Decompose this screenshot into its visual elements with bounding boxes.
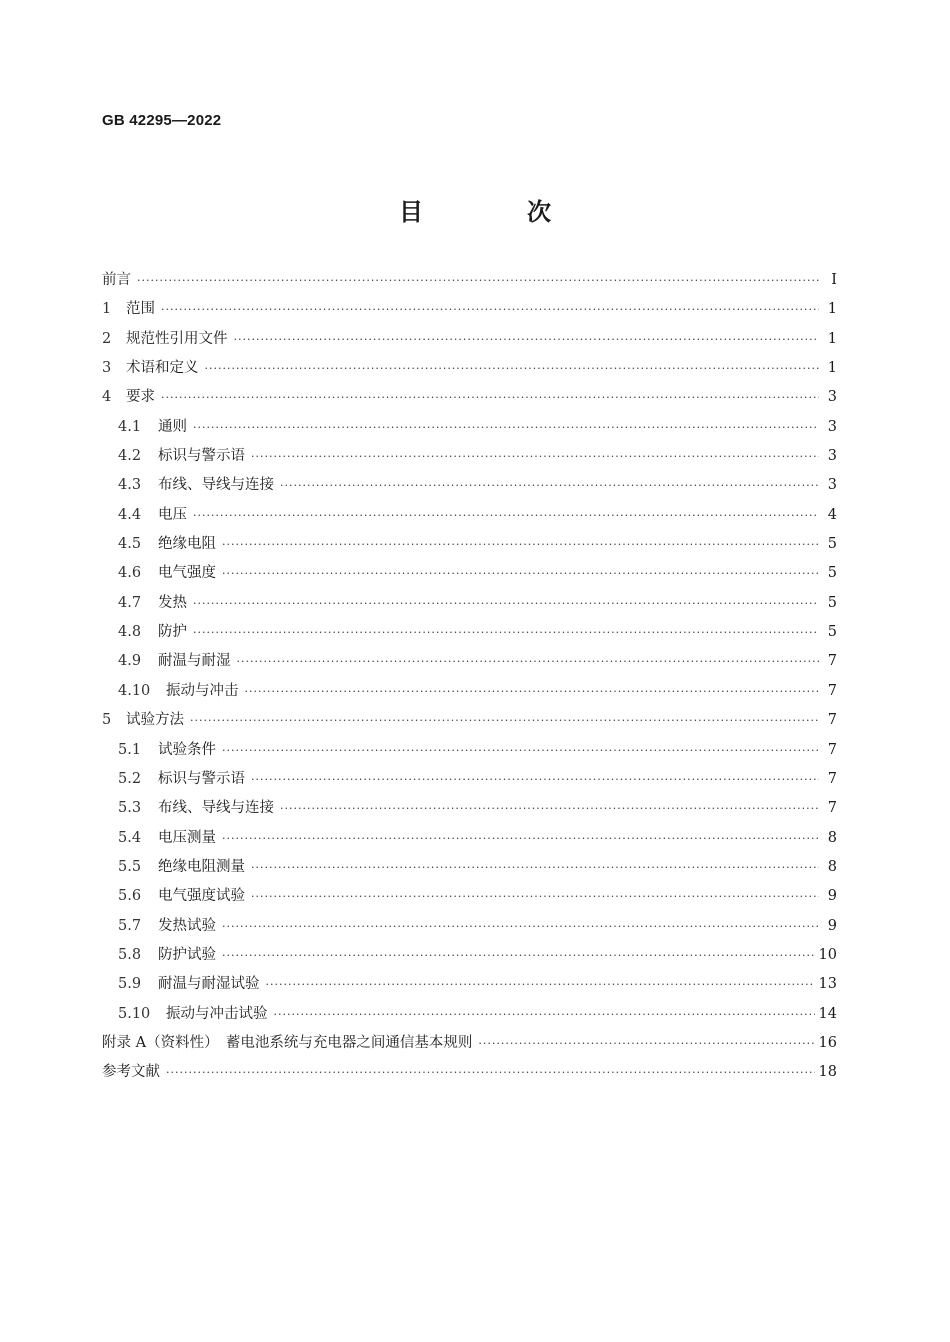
toc-entry-number: 4.1 <box>118 418 142 435</box>
toc-leader-dots <box>193 421 819 434</box>
toc-leader-dots <box>266 978 815 991</box>
toc-entry-number: 1 <box>102 301 112 318</box>
toc-entry[interactable] <box>102 1002 837 1031</box>
toc-leader-dots <box>222 949 815 962</box>
toc-entry[interactable] <box>102 473 837 502</box>
toc-entry[interactable] <box>102 708 837 737</box>
toc-leader-dots <box>161 391 819 404</box>
toc-entry[interactable] <box>102 268 837 297</box>
toc-leader-dots <box>161 303 819 316</box>
toc-entry-label: 试验条件 <box>158 741 216 758</box>
toc-leader-dots <box>222 538 819 551</box>
toc-leader-dots <box>222 920 819 933</box>
document-code: GB 42295—2022 <box>102 112 222 129</box>
toc-entry-page: 9 <box>827 888 837 905</box>
toc-entry[interactable] <box>102 1031 837 1060</box>
toc-entry-page: 8 <box>827 829 837 846</box>
toc-entry-page: Ⅰ <box>831 272 837 288</box>
toc-entry-page: 7 <box>827 800 837 817</box>
toc-entry-page: 1 <box>827 360 837 377</box>
toc-entry-page: 1 <box>827 301 837 318</box>
toc-entry[interactable] <box>102 914 837 943</box>
toc-entry[interactable] <box>102 620 837 649</box>
toc-leader-dots <box>193 509 819 522</box>
toc-entry-page: 4 <box>827 506 837 523</box>
toc-entry-page: 9 <box>827 917 837 934</box>
toc-entry-number: 3 <box>102 360 112 377</box>
toc-leader-dots <box>274 1008 815 1021</box>
toc-entry-number: 5.3 <box>118 800 142 817</box>
toc-entry-page: 7 <box>827 712 837 729</box>
toc-entry-label: 布线、导线与连接 <box>158 477 274 494</box>
toc-leader-dots <box>137 274 819 287</box>
toc-entry[interactable] <box>102 1060 837 1089</box>
toc-entry-number: 4.7 <box>118 594 142 611</box>
toc-entry-label: 电气强度 <box>158 565 216 582</box>
toc-entry-number: 5.7 <box>118 917 142 934</box>
toc-leader-dots <box>166 1066 815 1079</box>
toc-leader-dots <box>205 362 820 375</box>
toc-entry[interactable] <box>102 356 837 385</box>
toc-entry[interactable] <box>102 884 837 913</box>
toc-entry-label: 绝缘电阻测量 <box>158 858 245 875</box>
toc-entry-label: 绝缘电阻 <box>158 536 216 553</box>
toc-entry-label: 布线、导线与连接 <box>158 800 274 817</box>
toc-entry[interactable] <box>102 415 837 444</box>
toc-entry-page: 7 <box>827 682 837 699</box>
toc-entry[interactable] <box>102 503 837 532</box>
toc-entry-number: 4.2 <box>118 448 142 465</box>
toc-entry[interactable] <box>102 591 837 620</box>
toc-entry-label: 要求 <box>126 389 155 406</box>
toc-entry-page: 7 <box>827 741 837 758</box>
toc-entry[interactable] <box>102 943 837 972</box>
toc-entry[interactable] <box>102 972 837 1001</box>
toc-leader-dots <box>222 832 819 845</box>
toc-entry-label: 附录 A（资料性） 蓄电池系统与充电器之间通信基本规则 <box>102 1034 473 1051</box>
toc-entry-number: 5.8 <box>118 946 142 963</box>
toc-entry-label: 标识与警示语 <box>158 770 245 787</box>
toc-entry[interactable] <box>102 826 837 855</box>
toc-entry[interactable] <box>102 796 837 825</box>
toc-entry[interactable] <box>102 649 837 678</box>
toc-entry-page: 3 <box>827 389 837 406</box>
toc-entry-page: 7 <box>827 770 837 787</box>
toc-entry-number: 4.4 <box>118 506 142 523</box>
toc-entry[interactable] <box>102 855 837 884</box>
toc-leader-dots <box>251 890 819 903</box>
toc-leader-dots <box>280 479 819 492</box>
toc-entry-number: 4.3 <box>118 477 142 494</box>
toc-entry-number: 5.5 <box>118 858 142 875</box>
toc-entry-page: 3 <box>827 477 837 494</box>
toc-entry[interactable] <box>102 679 837 708</box>
toc-entry-label: 耐温与耐湿试验 <box>158 976 260 993</box>
toc-entry-number: 4.9 <box>118 653 142 670</box>
toc-leader-dots <box>251 861 819 874</box>
toc-entry-label: 标识与警示语 <box>158 448 245 465</box>
toc-leader-dots <box>222 567 819 580</box>
toc-entry-label: 发热试验 <box>158 917 216 934</box>
toc-entry-label: 术语和定义 <box>126 360 199 377</box>
toc-entry[interactable] <box>102 738 837 767</box>
toc-entry-label: 耐温与耐湿 <box>158 653 231 670</box>
toc-entry-page: 5 <box>827 565 837 582</box>
toc-entry-page: 3 <box>827 448 837 465</box>
toc-entry[interactable] <box>102 532 837 561</box>
toc-title: 目 次 <box>399 198 591 226</box>
toc-entry-number: 5.6 <box>118 888 142 905</box>
toc-leader-dots <box>478 1037 814 1050</box>
toc-entry-page: 14 <box>818 1005 837 1022</box>
toc-leader-dots <box>190 714 819 727</box>
toc-entry-page: 7 <box>827 653 837 670</box>
toc-entry-label: 范围 <box>126 301 155 318</box>
toc-entry-number: 4.6 <box>118 565 142 582</box>
toc-entry[interactable] <box>102 767 837 796</box>
toc-entry-number: 4.8 <box>118 624 142 641</box>
toc-leader-dots <box>222 744 819 757</box>
toc-entry-page: 16 <box>818 1034 837 1051</box>
toc-entry-page: 18 <box>818 1064 837 1081</box>
toc-leader-dots <box>280 802 819 815</box>
toc-entry-number: 4 <box>102 389 112 406</box>
toc-entry-label: 电压 <box>158 506 187 523</box>
toc-entry-label: 电气强度试验 <box>158 888 245 905</box>
toc-entry-number: 5.4 <box>118 829 142 846</box>
toc-entry-number: 5 <box>102 712 112 729</box>
toc-leader-dots <box>245 685 820 698</box>
toc-entry-number: 4.10 <box>118 682 151 699</box>
toc-leader-dots <box>251 773 819 786</box>
toc-entry-page: 10 <box>818 946 837 963</box>
toc-entry-label: 规范性引用文件 <box>126 330 228 347</box>
toc-entry-label: 参考文献 <box>102 1064 160 1081</box>
toc-entry[interactable] <box>102 561 837 590</box>
toc-leader-dots <box>234 333 820 346</box>
table-of-contents <box>102 268 837 1090</box>
toc-entry-page: 8 <box>827 858 837 875</box>
toc-entry[interactable] <box>102 327 837 356</box>
toc-entry[interactable] <box>102 444 837 473</box>
toc-entry-number: 5.2 <box>118 770 142 787</box>
toc-entry-label: 振动与冲击 <box>166 682 239 699</box>
toc-entry-label: 发热 <box>158 594 187 611</box>
toc-entry-number: 5.1 <box>118 741 142 758</box>
toc-entry-page: 1 <box>827 330 837 347</box>
toc-entry-number: 4.5 <box>118 536 142 553</box>
toc-entry-label: 通则 <box>158 418 187 435</box>
toc-entry[interactable] <box>102 297 837 326</box>
toc-entry-label: 防护试验 <box>158 946 216 963</box>
toc-entry-label: 振动与冲击试验 <box>166 1005 268 1022</box>
toc-entry-number: 2 <box>102 330 112 347</box>
toc-entry[interactable] <box>102 385 837 414</box>
toc-leader-dots <box>193 597 819 610</box>
toc-entry-label: 电压测量 <box>158 829 216 846</box>
toc-entry-page: 13 <box>818 976 837 993</box>
toc-leader-dots <box>251 450 819 463</box>
toc-entry-number: 5.9 <box>118 976 142 993</box>
toc-entry-page: 5 <box>827 624 837 641</box>
toc-entry-page: 5 <box>827 594 837 611</box>
toc-entry-label: 防护 <box>158 624 187 641</box>
toc-entry-number: 5.10 <box>118 1005 151 1022</box>
toc-entry-page: 5 <box>827 536 837 553</box>
toc-entry-page: 3 <box>827 418 837 435</box>
toc-leader-dots <box>237 655 820 668</box>
toc-entry-label: 试验方法 <box>126 712 184 729</box>
toc-leader-dots <box>193 626 819 639</box>
toc-entry-label: 前言 <box>102 272 131 288</box>
